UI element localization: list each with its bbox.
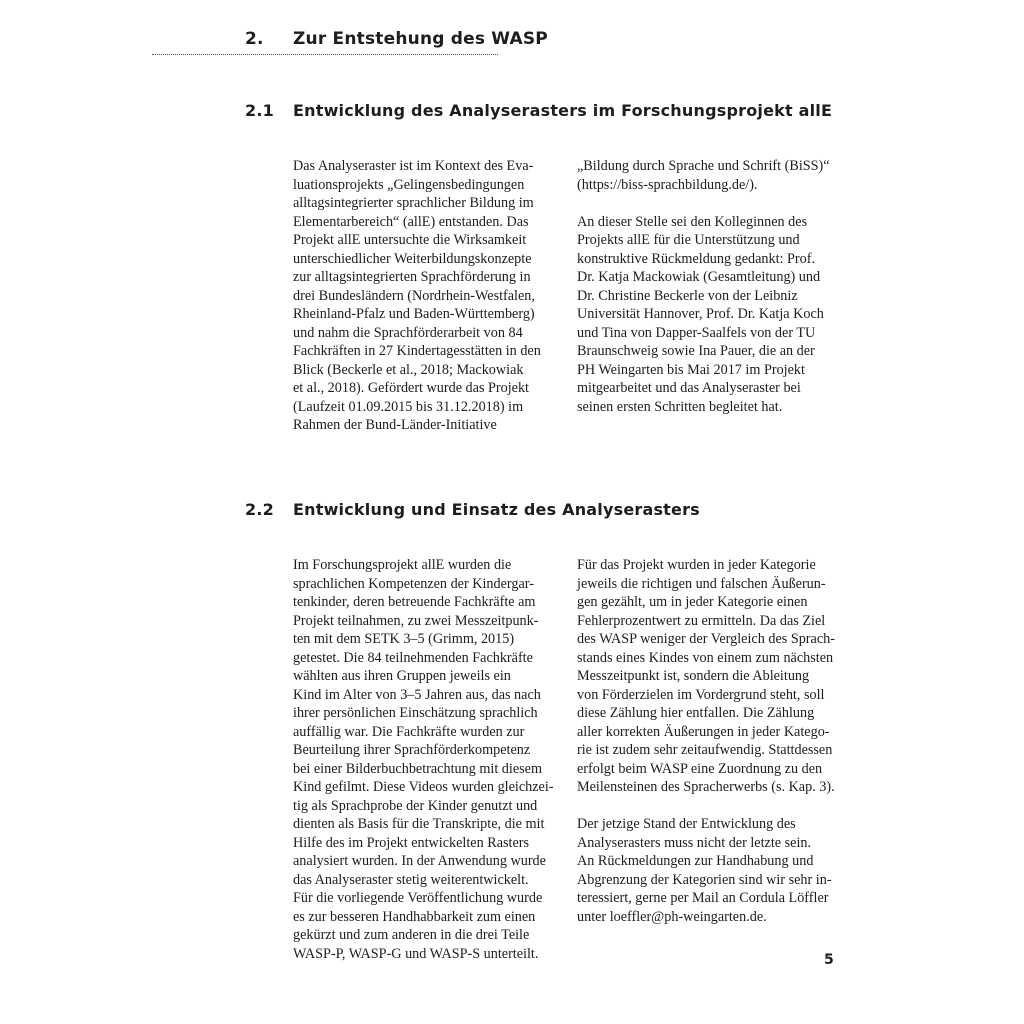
text-line: Blick (Beckerle et al., 2018; Mackowiak [293,361,524,378]
text-line: Kind im Alter von 3–5 Jahren aus, das nach [293,686,541,703]
text-line: und Tina von Dapper-Saalfels von der TU [577,324,816,341]
paragraph [577,556,835,797]
text-line: getestet. Die 84 teilnehmenden Fachkräfte [293,649,533,666]
text-line: et al., 2018). Gefördert wurde das Projekt [293,380,529,396]
text-line: Dr. Christine Beckerle von der Leibniz [577,287,798,304]
text-line: An Rückmeldungen zur Handhabung und [577,853,814,869]
text-line: des WASP weniger der Vergleich des Sprach- [577,631,835,647]
text-line: Rheinland-Pfalz und Baden-Württemberg) [293,306,535,322]
text-line: von Förderzielen im Vordergrund steht, soll [577,686,825,703]
text-line: analysiert wurden. In der Anwendung wurde [293,853,546,869]
text-line: bei einer Bilderbuchbetrachtung mit diesem [293,760,542,777]
text-line: Der jetzige Stand der Entwicklung des [577,816,796,832]
text-line: dienten als Basis für die Transkripte, die mit [293,816,545,832]
text-line: und nahm die Sprachförderarbeit von 84 [293,324,523,341]
text-line: seinen ersten Schritten begleitet hat. [577,398,783,415]
subsection-2-2-column-left [293,556,554,963]
subsection-title: Entwicklung und Einsatz des Analyserasters [293,500,700,519]
text-line: wählten aus ihren Gruppen jeweils ein [293,668,511,684]
text-line: luationsprojekts „Gelingensbedingungen [293,176,525,193]
text-line: PH Weingarten bis Mai 2017 im Projekt [577,361,805,378]
text-line: zur alltagsintegrierten Sprachförderung in [293,269,531,285]
text-line: (https://biss-sprachbildung.de/). [577,176,758,193]
text-line: erfolgt beim WASP eine Zuordnung zu den [577,760,823,777]
text-line: Abgrenzung der Kategorien sind wir sehr in- [577,871,832,888]
text-line: Meilensteinen des Spracherwerbs (s. Kap. 3). [577,779,835,795]
text-line: tenkinder, deren betreuende Fachkräfte am [293,594,536,610]
text-line: WASP-P, WASP-G und WASP-S unterteilt. [293,945,539,962]
text-line: Universität Hannover, Prof. Dr. Katja Koch [577,306,824,322]
text-line: konstruktive Rückmeldung gedankt: Prof. [577,250,816,267]
text-line: drei Bundesländern (Nordrhein-Westfalen, [293,287,535,304]
subsection-number: 2.2 [245,500,274,519]
subsection-heading-2-2 [245,500,700,519]
text-line: ihrer persönlichen Einschätzung sprachlich [293,705,538,721]
paragraph [577,815,835,926]
section-number: 2. [245,29,264,49]
text-line: alltagsintegrierter sprachlicher Bildung im [293,195,534,211]
text-line: Fehlerprozentwert zu ermitteln. Da das Ziel [577,612,826,629]
text-line: Analyserasters muss nicht der letzte sein. [577,834,812,851]
paragraph [577,157,830,194]
text-line: Fachkräften in 27 Kindertagesstätten in den [293,343,541,359]
text-line: jeweils die richtigen und falschen Äußerun- [577,575,826,592]
text-line: Projekt teilnahmen, zu zwei Messzeitpunk- [293,612,539,629]
section-heading-rule [152,54,498,55]
paragraph [293,556,554,963]
paragraph [293,157,541,435]
text-line: Dr. Katja Mackowiak (Gesamtleitung) und [577,269,821,285]
text-line: Rahmen der Bund-Länder-Initiative [293,417,497,433]
text-line: Hilfe des im Projekt entwickelten Rasters [293,834,530,851]
section-title: Zur Entstehung des WASP [293,29,548,49]
text-line: diese Zählung hier entfallen. Die Zählung [577,705,815,721]
text-line: Messzeitpunkt ist, sondern die Ableitung [577,668,810,684]
text-line: Kind gefilmt. Diese Videos wurden gleichzei- [293,779,554,795]
text-line: das Analyseraster stetig weiterentwickelt. [293,871,529,888]
text-line: Für die vorliegende Veröffentlichung wurde [293,890,543,906]
text-line: gen gezählt, um in jeder Kategorie einen [577,594,808,610]
subsection-2-1-column-right [577,157,830,416]
text-line: rie ist zudem sehr zeitaufwendig. Stattdessen [577,742,833,758]
text-line: tig als Sprachprobe der Kinder genutzt und [293,797,538,814]
text-line: (Laufzeit 01.09.2015 bis 31.12.2018) im [293,398,524,415]
text-line: Projekt allE untersuchte die Wirksamkeit [293,232,527,248]
text-line: sprachlichen Kompetenzen der Kindergar- [293,575,534,592]
section-heading [245,29,548,49]
text-line: mitgearbeitet und das Analyseraster bei [577,380,801,396]
paragraph [577,213,830,417]
text-line: Projekts allE für die Unterstützung und [577,232,800,248]
text-line: unterschiedlicher Weiterbildungskonzepte [293,250,532,267]
text-line: „Bildung durch Sprache und Schrift (BiSS)“ [577,158,830,174]
text-line: Für das Projekt wurden in jeder Kategorie [577,557,816,573]
text-line: teressiert, gerne per Mail an Cordula Löffler [577,890,829,906]
subsection-title: Entwicklung des Analyserasters im Forschungsprojekt allE [293,101,833,120]
subsection-number: 2.1 [245,101,274,120]
subsection-2-1-column-left [293,157,541,435]
text-line: Braunschweig sowie Ina Pauer, die an der [577,343,815,359]
text-line: Beurteilung ihrer Sprachförderkompetenz [293,742,531,758]
text-line: Im Forschungsprojekt allE wurden die [293,557,512,573]
text-line: ten mit dem SETK 3–5 (Grimm, 2015) [293,631,515,647]
text-line: auffällig war. Die Fachkräfte wurden zur [293,723,525,740]
text-line: aller korrekten Äußerungen in jeder Katego- [577,723,830,740]
text-line: Elementarbereich“ (allE) entstanden. Das [293,213,529,230]
text-line: unter loeffler@ph-weingarten.de. [577,908,767,925]
text-line: An dieser Stelle sei den Kolleginnen des [577,213,808,230]
text-line: es zur besseren Handhabbarkeit zum einen [293,908,536,925]
subsection-2-2-column-right [577,556,835,926]
subsection-heading-2-1 [245,101,832,120]
text-line: gekürzt und zum anderen in die drei Teile [293,927,530,943]
text-line: Das Analyseraster ist im Kontext des Eva- [293,158,534,174]
page-number: 5 [824,952,834,968]
text-line: stands eines Kindes von einem zum nächsten [577,649,834,666]
